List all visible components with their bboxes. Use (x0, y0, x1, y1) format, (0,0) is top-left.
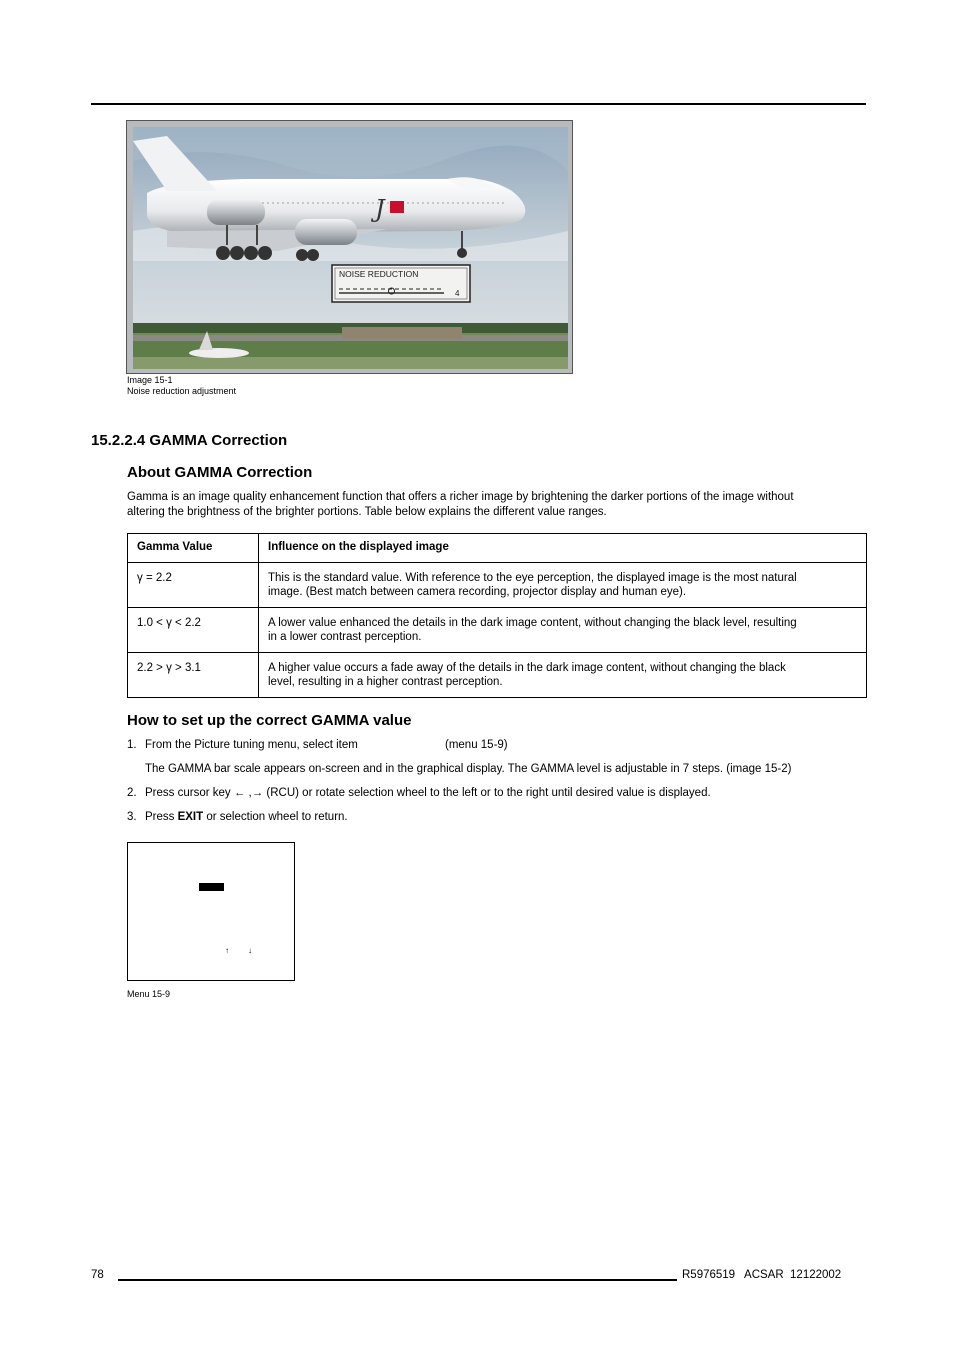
step-3-suffix: or selection wheel to return. (203, 811, 348, 823)
influence-cell (259, 608, 867, 653)
exit-key-label: EXIT (177, 811, 204, 823)
gamma-value-cell: 2.2 > γ > 3.1 (128, 653, 259, 698)
section-number: 15.2.2.4 (91, 432, 146, 449)
header-gamma-value: Gamma Value (128, 534, 259, 563)
menu-figure (127, 842, 295, 981)
step-3-prefix: Press (145, 811, 178, 823)
image-title: Noise reduction adjustment (127, 386, 237, 396)
about-line-2: altering the brightness of the brighter portions. Table below explains the different value ranges. (127, 506, 607, 518)
doc-reference: R5976519 ACSAR 12122002 (682, 1269, 842, 1281)
step-2-number: 2. (127, 787, 137, 799)
step-2-text: Press cursor key ← ,→ (RCU) or rotate selection wheel to the left or to the right until desired value is displayed. (145, 787, 711, 799)
noise-reduction-photo (126, 120, 573, 374)
footer-rule (118, 1279, 677, 1281)
step-1-ref: (menu 15-9) (445, 739, 508, 751)
howto-heading: How to set up the correct GAMMA value (127, 712, 412, 729)
gamma-value-cell: γ = 2.2 (128, 563, 259, 608)
section-title: GAMMA Correction (149, 432, 288, 449)
influence-line-2: in a lower contrast perception. (268, 631, 422, 643)
header-influence: Influence on the displayed image (259, 534, 867, 563)
step-3-number: 3. (127, 811, 137, 823)
image-number: Image 15-1 (127, 375, 173, 385)
osd-label: NOISE REDUCTION (339, 269, 419, 279)
osd-value: 4 (455, 289, 460, 298)
influence-line-1: This is the standard value. With reference to the eye perception, the displayed image is the most natural (268, 572, 797, 584)
table-header-row (128, 534, 867, 563)
table-row (128, 608, 867, 653)
table-row (128, 563, 867, 608)
step-1-text: From the Picture tuning menu, select item (145, 739, 358, 751)
influence-line-2: image. (Best match between camera recording, projector display and human eye). (268, 586, 687, 598)
influence-cell (259, 563, 867, 608)
gamma-value-cell: 1.0 < γ < 2.2 (128, 608, 259, 653)
svg-text:J: J (375, 195, 385, 223)
page-number: 78 (91, 1269, 104, 1281)
about-line-1: Gamma is an image quality enhancement function that offers a richer image by brightening the darker portions of the image without (127, 491, 794, 503)
influence-line-1: A lower value enhanced the details in the dark image content, without changing the black level, resulting (268, 617, 797, 629)
menu-selection-bar (199, 883, 224, 891)
influence-line-2: level, resulting in a higher contrast perception. (268, 676, 503, 688)
step-1-number: 1. (127, 739, 137, 751)
arrow-up-icon: ↑ (225, 946, 229, 955)
influence-cell (259, 653, 867, 698)
about-paragraph (127, 490, 887, 520)
top-rule (91, 103, 866, 105)
table-row (128, 653, 867, 698)
section-heading (91, 432, 287, 449)
influence-line-1: A higher value occurs a fade away of the details in the dark image content, without changing the black (268, 662, 786, 674)
arrow-down-icon: ↓ (248, 946, 252, 955)
about-heading: About GAMMA Correction (127, 464, 313, 481)
gamma-table (127, 533, 867, 698)
step-3-text (145, 810, 348, 825)
step-1-note: The GAMMA bar scale appears on-screen and in the graphical display. The GAMMA level is adjustable in 7 steps. (image 15-2) (145, 763, 792, 775)
menu-caption: Menu 15-9 (127, 989, 171, 999)
